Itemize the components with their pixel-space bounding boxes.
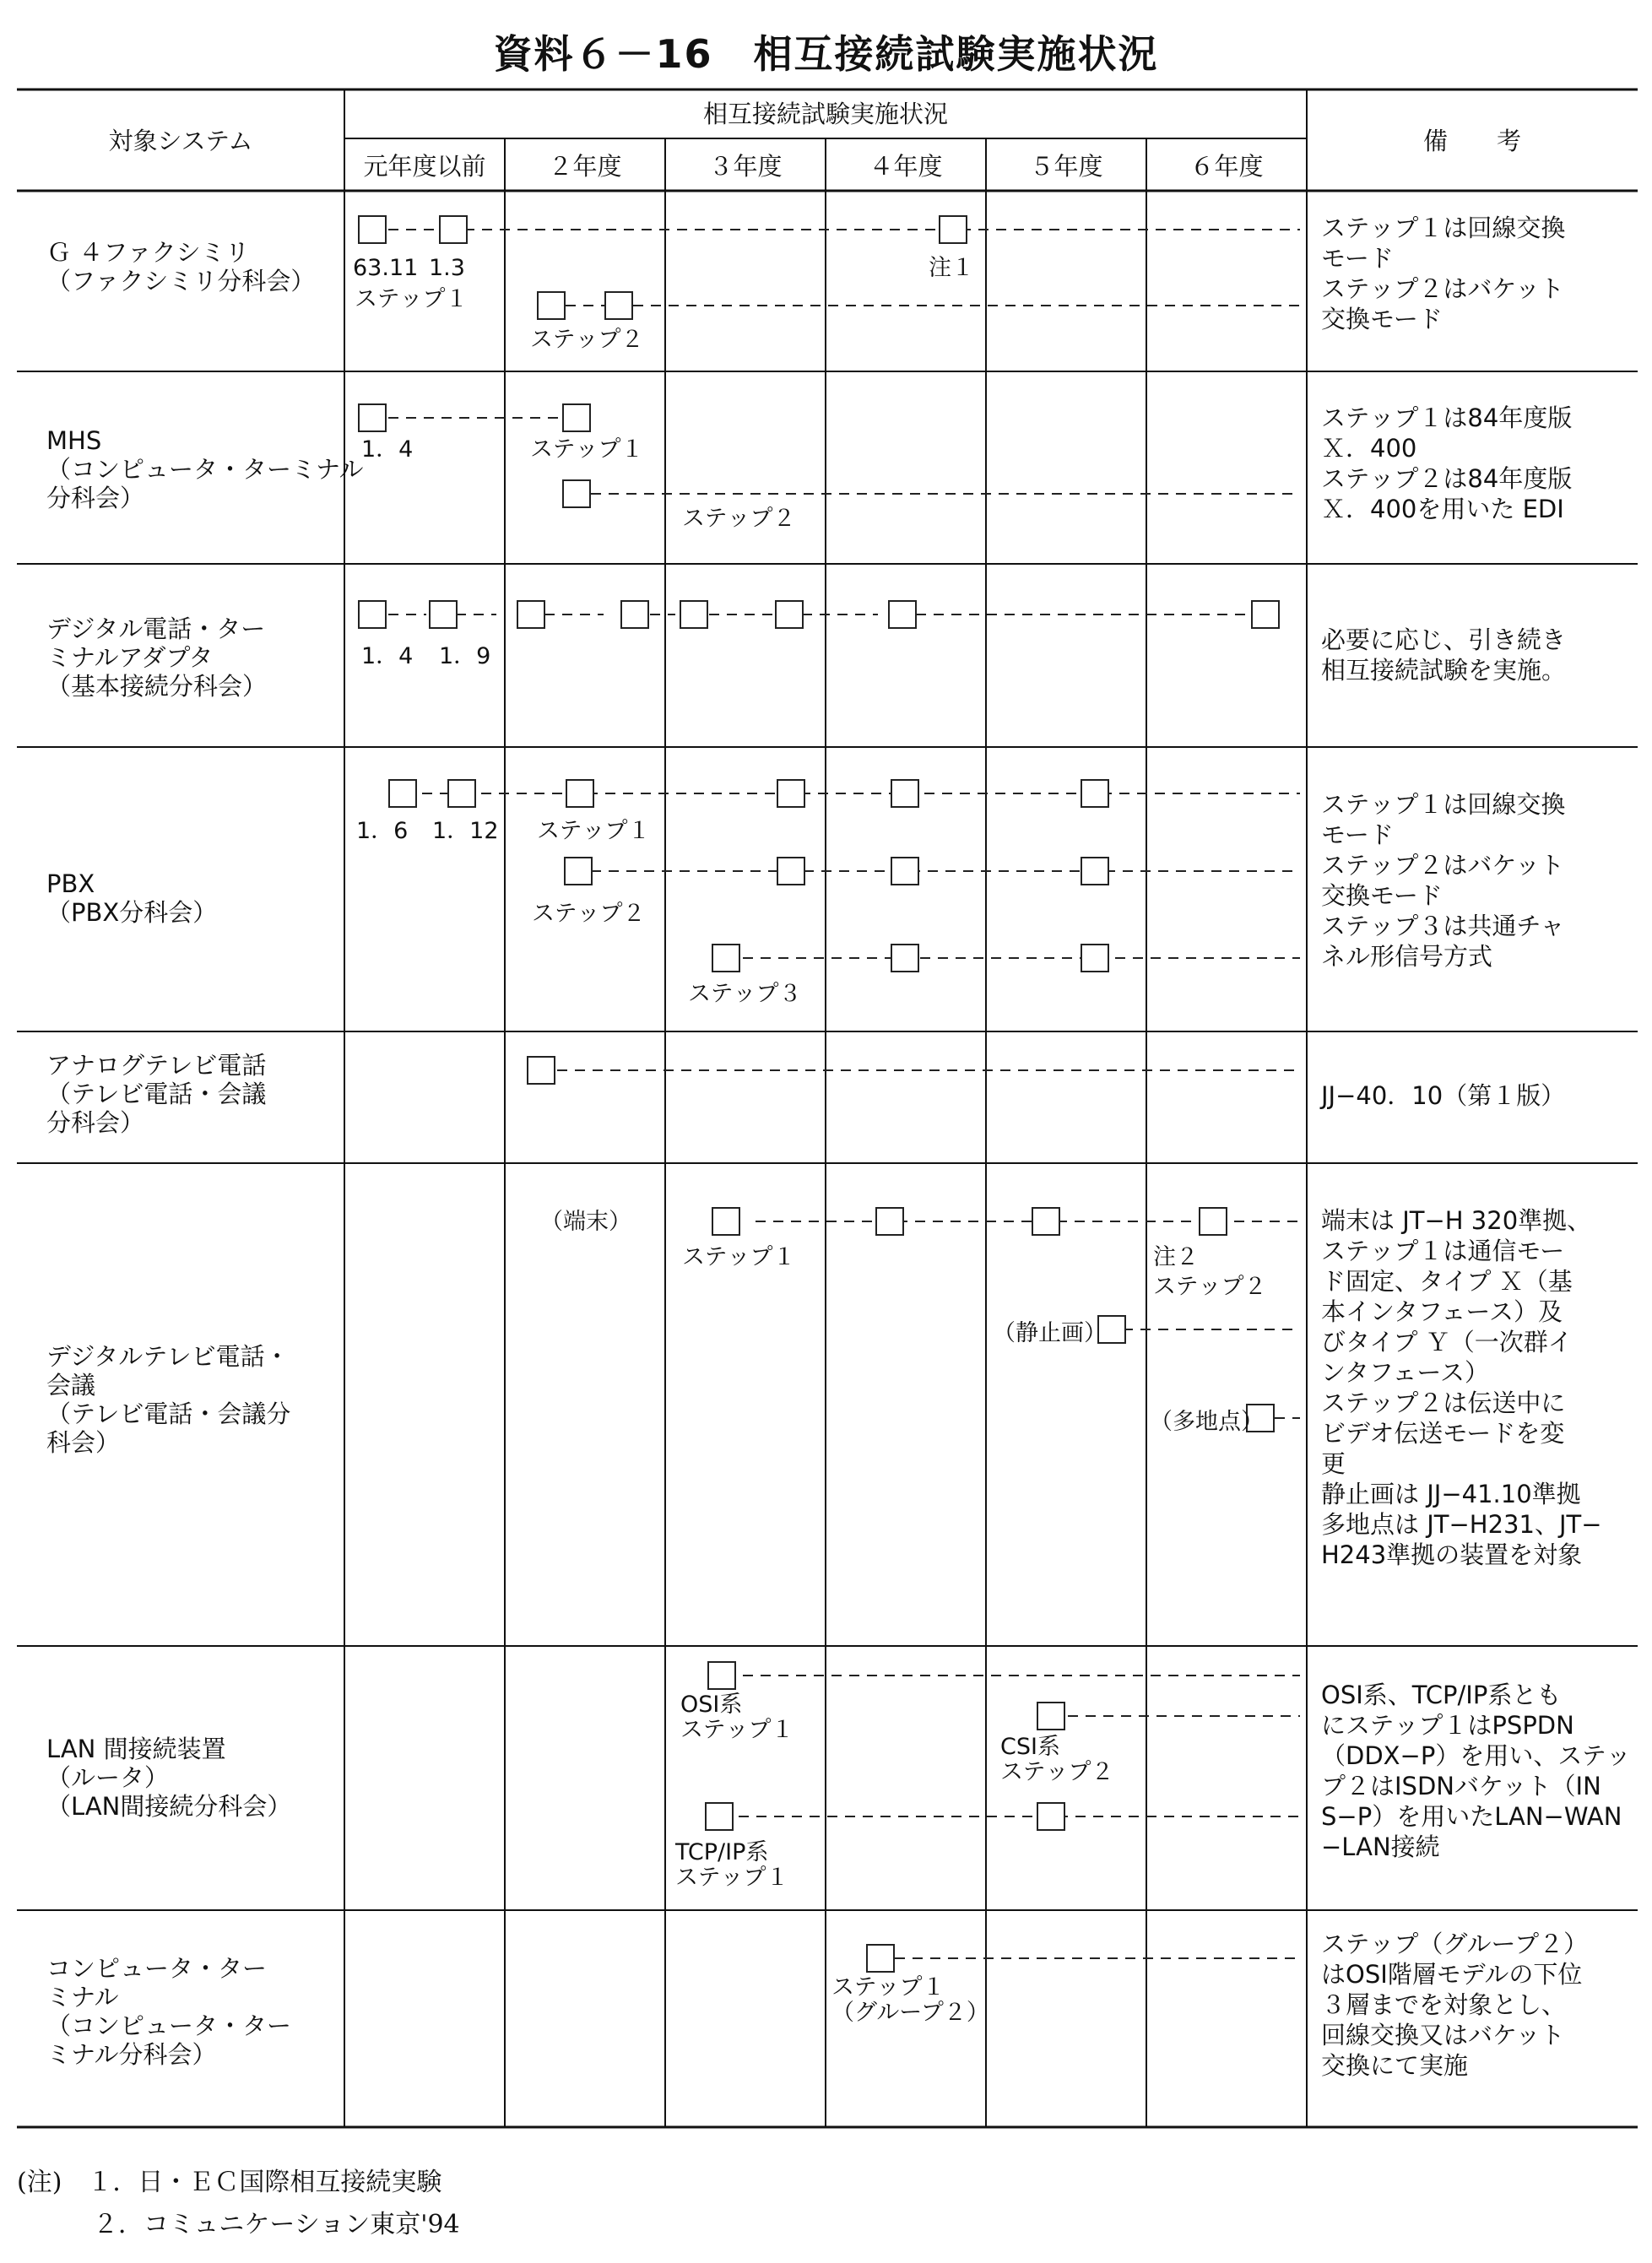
schedule-marker [564, 857, 593, 885]
step-label: ステップ１ [537, 818, 651, 844]
header-system: 対象システム [108, 127, 253, 155]
schedule-marker [1032, 1207, 1060, 1236]
date-label: 1．12 [432, 818, 499, 844]
header-year-6: ６年度 [1189, 152, 1264, 181]
header-remarks: 備 考 [1422, 127, 1521, 155]
system-name: コンピュータ・ター ミナル （コンピュータ・ター ミナル分科会） [46, 1954, 292, 2069]
footnote: ２．コミュニケーション東京'94 [17, 2210, 460, 2239]
schedule-marker [358, 215, 387, 244]
schedule-marker [562, 479, 591, 508]
schedule-marker [775, 600, 804, 629]
schedule-marker [866, 1944, 895, 1973]
schedule-marker [1081, 779, 1109, 808]
remarks: JJ−40．10（第１版） [1321, 1081, 1566, 1110]
schedule-marker [1081, 857, 1109, 885]
note-label: 注２ [1153, 1244, 1199, 1270]
still-image-label: （静止画） [993, 1320, 1107, 1346]
date-label: 1．9 [439, 643, 491, 669]
date-label: 1．4 [361, 643, 414, 669]
schedule-marker [429, 600, 458, 629]
schedule-marker [1081, 944, 1109, 972]
header-year-1: 元年度以前 [363, 152, 486, 181]
step-label: ステップ３ [688, 981, 802, 1007]
header-year-4: ４年度 [869, 152, 943, 181]
schedule-marker [1037, 1702, 1065, 1730]
schedule-marker [891, 944, 919, 972]
schedule-marker [1037, 1802, 1065, 1831]
step-label: ステップ１ [682, 1244, 796, 1270]
schedule-marker [1199, 1207, 1227, 1236]
remarks: 必要に応じ、引き続き 相互接続試験を実施。 [1321, 625, 1567, 685]
schedule-marker [517, 600, 545, 629]
system-name: アナログテレビ電話 （テレビ電話・会議 分科会） [46, 1051, 267, 1137]
note-label: 注１ [929, 255, 974, 281]
schedule-marker [891, 779, 919, 808]
system-name: LAN 間接続装置 （ルータ） （LAN間接続分科会） [46, 1735, 292, 1821]
step-label: ステップ２ [1153, 1274, 1267, 1300]
terminal-label: （端末） [540, 1209, 631, 1235]
schedule-marker [875, 1207, 904, 1236]
remarks: ステップ１は回線交換 モード ステップ２はバケット 交換モード [1321, 214, 1566, 333]
remarks: ステップ（グループ２） はOSI階層モデルの下位 ３層までを対象とし、 回線交換又はバケット 交換にて実施 [1321, 1930, 1589, 2080]
step-label: ステップ２ [682, 506, 796, 532]
schedule-marker [777, 857, 805, 885]
step-label: ステップ２ [530, 327, 644, 353]
schedule-marker [712, 1207, 740, 1236]
header-year-3: ３年度 [708, 152, 783, 181]
date-label: 1．4 [361, 436, 414, 463]
header-status: 相互接続試験実施状況 [702, 100, 948, 128]
schedule-marker [680, 600, 708, 629]
schedule-marker [604, 291, 633, 320]
page-title: 資料６－16 相互接続試験実施状況 [493, 31, 1159, 77]
schedule-marker [439, 215, 468, 244]
header-year-5: ５年度 [1029, 152, 1103, 181]
schedule-marker [358, 403, 387, 432]
system-name: デジタルテレビ電話・ 会議 （テレビ電話・会議分 科会） [46, 1342, 291, 1457]
schedule-marker [891, 857, 919, 885]
remarks: OSI系、TCP/IP系とも にステップ１はPSPDN （DDX−P）を用い、ステッ プ２はISDNバケット（IN S−P）を用いたLAN−WAN −LAN接続 [1321, 1681, 1631, 1861]
date-label: 1．6 [356, 818, 409, 844]
date-label: 63.11 [353, 255, 419, 281]
step-label: ステップ１ [355, 286, 469, 312]
schedule-marker [939, 215, 967, 244]
schedule-marker [566, 779, 594, 808]
step-label: OSI系 ステップ１ [680, 1692, 794, 1743]
system-name: Ｇ ４ファクシミリ （ファクシミリ分科会） [46, 238, 316, 295]
remarks: 端末は JT−H 320準拠、 ステップ１は通信モー ド固定、タイプ Ｘ（基 本インタフェース）及 びタイプ Ｙ（一次群イ ンタフェース） ステップ２は伝送中に ビデオ伝送モードを変 更 静止画は JJ−41.10準拠 多地点は JT−H231、JT− H243準拠の装置を対象 [1321, 1206, 1602, 1569]
header-year-2: ２年度 [548, 152, 622, 181]
schedule-marker [1251, 600, 1280, 629]
step-label: TCP/IP系 ステップ１ [675, 1839, 789, 1891]
system-name: MHS （コンピュータ・ターミナル 分科会） [46, 426, 364, 512]
schedule-marker [620, 600, 649, 629]
remarks: ステップ１は回線交換 モード ステップ２はバケット 交換モード ステップ３は共通チャ ネル形信号方式 [1321, 790, 1566, 971]
system-name: デジタル電話・ター ミナルアダプタ （基本接続分科会） [46, 614, 268, 701]
remarks: ステップ１は84年度版 Ｘ．400 ステップ２は84年度版 Ｘ．400を用いた EDI [1321, 403, 1573, 523]
schedule-marker [707, 1661, 736, 1690]
step-label: CSI系 ステップ２ [1000, 1734, 1114, 1785]
schedule-marker [447, 779, 476, 808]
schedule-marker [712, 944, 740, 972]
footnote: (注) １．日・ＥＣ国際相互接続実験 [17, 2168, 442, 2197]
date-label: 1.3 [429, 255, 465, 281]
step-label: ステップ１ [530, 436, 644, 463]
schedule-marker [537, 291, 566, 320]
schedule-marker [562, 403, 591, 432]
schedule-marker [777, 779, 805, 808]
step-label: ステップ１ （グループ２） [831, 1974, 989, 2026]
schedule-marker [388, 779, 417, 808]
step-label: ステップ２ [532, 901, 646, 927]
multipoint-label: （多地点） [1150, 1409, 1264, 1435]
schedule-marker [358, 600, 387, 629]
schedule-marker [888, 600, 917, 629]
schedule-marker [705, 1802, 734, 1831]
schedule-marker [527, 1056, 555, 1085]
system-name: PBX （PBX分科会） [46, 869, 218, 927]
